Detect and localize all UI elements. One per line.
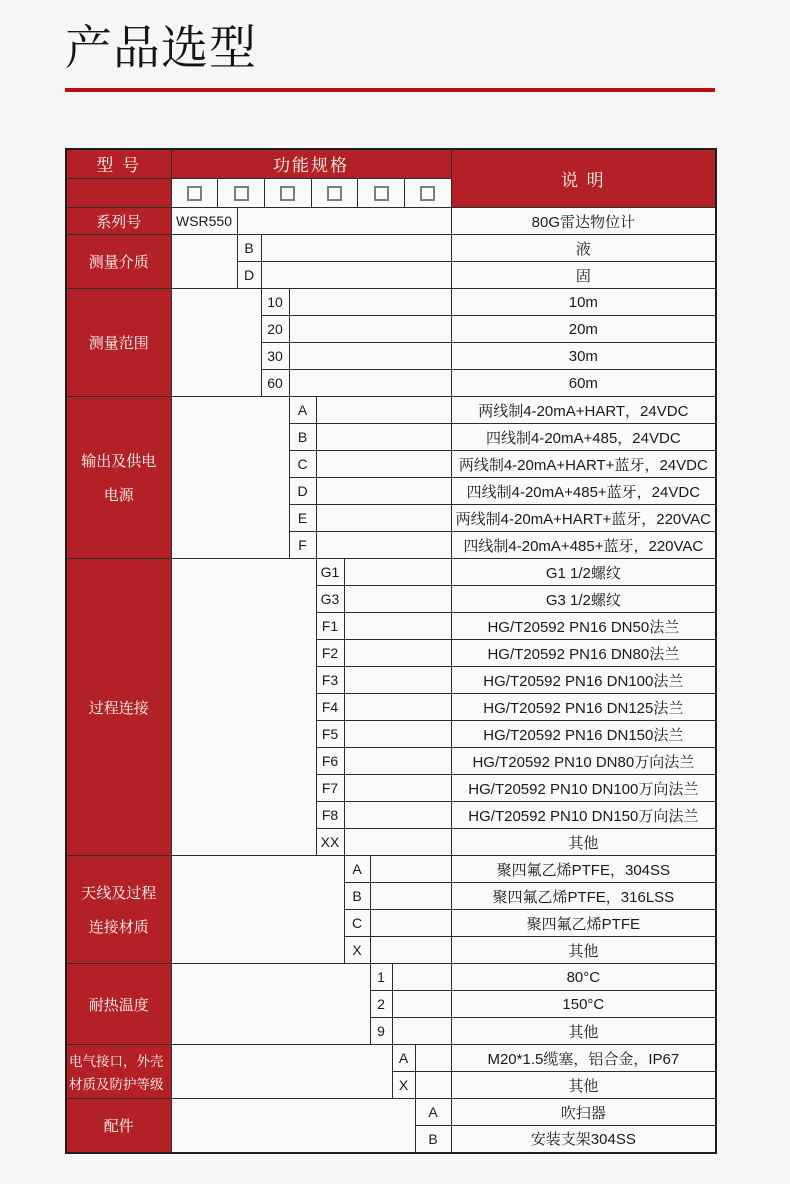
- desc-cell: 四线制4-20mA+485+蓝牙，24VDC: [451, 478, 716, 505]
- desc-cell: 80G雷达物位计: [451, 208, 716, 235]
- product-selection-table: [65, 148, 717, 1154]
- desc-cell: HG/T20592 PN16 DN80法兰: [451, 640, 716, 667]
- desc-cell: 150°C: [451, 991, 716, 1018]
- code-cell: 30: [261, 343, 289, 370]
- table-row: [66, 1099, 716, 1126]
- section-label: [66, 856, 171, 964]
- desc-cell: 20m: [451, 316, 716, 343]
- desc-cell: 吹扫器: [451, 1099, 716, 1126]
- section-label-line: 连接材质: [88, 919, 149, 937]
- section-label: [66, 1099, 171, 1153]
- desc-cell: 安装支架304SS: [451, 1126, 716, 1153]
- spec-spacer: [392, 964, 451, 991]
- spec-spacer: [370, 937, 451, 964]
- spec-spacer: [261, 262, 451, 289]
- checkbox-square-icon[interactable]: [234, 186, 249, 201]
- code-cell: 10: [261, 289, 289, 316]
- code-cell: B: [289, 424, 316, 451]
- desc-cell: 30m: [451, 343, 716, 370]
- code-cell: F5: [316, 721, 344, 748]
- code-cell: 2: [370, 991, 392, 1018]
- page-title: 产品选型: [65, 21, 257, 74]
- spec-spacer: [415, 1072, 451, 1099]
- code-cell: D: [237, 262, 261, 289]
- spec-spacer: [316, 505, 451, 532]
- desc-cell: HG/T20592 PN16 DN125法兰: [451, 694, 716, 721]
- section-label: [66, 208, 171, 235]
- desc-cell: 其他: [451, 1072, 716, 1099]
- spec-spacer: [171, 1099, 415, 1153]
- checkbox-row-cell: [171, 179, 451, 208]
- code-cell: C: [289, 451, 316, 478]
- code-cell: A: [415, 1099, 451, 1126]
- spec-spacer: [316, 397, 451, 424]
- code-cell: F7: [316, 775, 344, 802]
- spec-spacer: [344, 559, 451, 586]
- spec-spacer: [171, 559, 316, 856]
- section-label-line: 耐热温度: [88, 996, 149, 1014]
- desc-cell: HG/T20592 PN16 DN150法兰: [451, 721, 716, 748]
- section-label-line: 系列号: [96, 213, 142, 231]
- header-spec: 功能规格: [171, 149, 451, 179]
- spec-spacer: [370, 883, 451, 910]
- section-label: [66, 964, 171, 1045]
- table-row: [66, 289, 716, 316]
- desc-cell: 固: [451, 262, 716, 289]
- desc-cell: G1 1/2螺纹: [451, 559, 716, 586]
- header-desc: 说 明: [451, 149, 716, 208]
- code-cell: 1: [370, 964, 392, 991]
- spec-spacer: [344, 640, 451, 667]
- code-cell: F2: [316, 640, 344, 667]
- code-cell: XX: [316, 829, 344, 856]
- code-cell: E: [289, 505, 316, 532]
- spec-spacer: [171, 964, 370, 1045]
- spec-spacer: [289, 316, 451, 343]
- code-cell: G3: [316, 586, 344, 613]
- code-cell: A: [344, 856, 370, 883]
- table-row: [66, 856, 716, 883]
- title-underline: [65, 88, 715, 92]
- section-label: [66, 235, 171, 289]
- spec-spacer: [344, 613, 451, 640]
- section-label-line: 输出及供电: [81, 453, 157, 471]
- desc-cell: 60m: [451, 370, 716, 397]
- desc-cell: 其他: [451, 1018, 716, 1045]
- desc-cell: G3 1/2螺纹: [451, 586, 716, 613]
- spec-spacer: [344, 721, 451, 748]
- desc-cell: 聚四氟乙烯PTFE，304SS: [451, 856, 716, 883]
- checkbox-cell: [172, 179, 219, 207]
- code-cell: D: [289, 478, 316, 505]
- desc-cell: HG/T20592 PN10 DN80万向法兰: [451, 748, 716, 775]
- code-cell: F4: [316, 694, 344, 721]
- spec-spacer: [171, 289, 261, 397]
- spec-spacer: [344, 829, 451, 856]
- spec-spacer: [289, 370, 451, 397]
- desc-cell: HG/T20592 PN10 DN150万向法兰: [451, 802, 716, 829]
- desc-cell: 两线制4-20mA+HART+蓝牙，220VAC: [451, 505, 716, 532]
- desc-cell: 两线制4-20mA+HART+蓝牙，24VDC: [451, 451, 716, 478]
- desc-cell: M20*1.5缆塞，铝合金，IP67: [451, 1045, 716, 1072]
- code-cell: 60: [261, 370, 289, 397]
- section-label-line: 材质及防护等级: [69, 1077, 164, 1093]
- code-cell: F8: [316, 802, 344, 829]
- checkbox-square-icon[interactable]: [420, 186, 435, 201]
- checkbox-cell: [218, 179, 265, 207]
- spec-spacer: [344, 586, 451, 613]
- section-label: [66, 397, 171, 559]
- spec-spacer: [392, 1018, 451, 1045]
- checkbox-square-icon[interactable]: [280, 186, 295, 201]
- table-header-body: [66, 149, 716, 208]
- table-row: [66, 208, 716, 235]
- section-label-line: 过程连接: [88, 699, 149, 717]
- section-label-line: 电源: [103, 487, 134, 505]
- spec-spacer: [415, 1045, 451, 1072]
- spec-spacer: [261, 235, 451, 262]
- table-row: [66, 1045, 716, 1072]
- spec-spacer: [289, 289, 451, 316]
- code-cell: A: [289, 397, 316, 424]
- code-cell: F6: [316, 748, 344, 775]
- spec-spacer: [392, 991, 451, 1018]
- spec-spacer: [316, 532, 451, 559]
- checkbox-square-icon[interactable]: [327, 186, 342, 201]
- spec-spacer: [370, 910, 451, 937]
- code-cell: F: [289, 532, 316, 559]
- spec-spacer: [171, 1045, 392, 1099]
- spec-spacer: [344, 802, 451, 829]
- spec-spacer: [370, 856, 451, 883]
- header-model: 型 号: [66, 149, 171, 179]
- desc-cell: HG/T20592 PN16 DN100法兰: [451, 667, 716, 694]
- checkbox-strip: [172, 179, 451, 207]
- checkbox-square-icon[interactable]: [374, 186, 389, 201]
- header-row: [66, 149, 716, 179]
- desc-cell: HG/T20592 PN16 DN50法兰: [451, 613, 716, 640]
- code-cell: A: [392, 1045, 415, 1072]
- checkbox-cell: [265, 179, 312, 207]
- section-label: [66, 559, 171, 856]
- section-label-line: 配件: [103, 1117, 134, 1135]
- checkbox-cell: [312, 179, 359, 207]
- code-cell: C: [344, 910, 370, 937]
- desc-cell: 其他: [451, 937, 716, 964]
- code-cell: F3: [316, 667, 344, 694]
- code-cell: G1: [316, 559, 344, 586]
- spec-spacer: [171, 856, 344, 964]
- table-body: [66, 208, 716, 1153]
- code-cell: X: [392, 1072, 415, 1099]
- spec-spacer: [171, 397, 289, 559]
- desc-cell: 10m: [451, 289, 716, 316]
- code-cell: B: [415, 1126, 451, 1153]
- desc-cell: 80°C: [451, 964, 716, 991]
- spec-spacer: [344, 694, 451, 721]
- spec-spacer: [344, 775, 451, 802]
- section-label-line: 测量介质: [88, 254, 149, 272]
- desc-cell: 四线制4-20mA+485+蓝牙，220VAC: [451, 532, 716, 559]
- code-cell: B: [237, 235, 261, 262]
- spec-spacer: [316, 451, 451, 478]
- spec-spacer: [316, 424, 451, 451]
- code-cell: X: [344, 937, 370, 964]
- code-cell: 9: [370, 1018, 392, 1045]
- desc-cell: 其他: [451, 829, 716, 856]
- desc-cell: 聚四氟乙烯PTFE，316LSS: [451, 883, 716, 910]
- spec-spacer: [289, 343, 451, 370]
- section-label-line: 天线及过程: [81, 885, 157, 903]
- header-model-blank: [66, 179, 171, 208]
- desc-cell: 两线制4-20mA+HART，24VDC: [451, 397, 716, 424]
- code-cell: WSR550: [171, 208, 237, 235]
- section-label-line: 电气接口，外壳: [69, 1054, 164, 1070]
- section-label: [66, 289, 171, 397]
- checkbox-cell: [405, 179, 451, 207]
- code-cell: B: [344, 883, 370, 910]
- table-row: [66, 559, 716, 586]
- spec-spacer: [316, 478, 451, 505]
- code-cell: F1: [316, 613, 344, 640]
- spec-spacer: [237, 208, 451, 235]
- checkbox-square-icon[interactable]: [187, 186, 202, 201]
- section-label-line: 测量范围: [88, 335, 149, 353]
- table-row: [66, 235, 716, 262]
- table-row: [66, 397, 716, 424]
- code-cell: 20: [261, 316, 289, 343]
- desc-cell: 四线制4-20mA+485，24VDC: [451, 424, 716, 451]
- desc-cell: HG/T20592 PN10 DN100万向法兰: [451, 775, 716, 802]
- desc-cell: 聚四氟乙烯PTFE: [451, 910, 716, 937]
- desc-cell: 液: [451, 235, 716, 262]
- spec-spacer: [344, 667, 451, 694]
- table-row: [66, 964, 716, 991]
- spec-spacer: [344, 748, 451, 775]
- checkbox-cell: [358, 179, 405, 207]
- section-label: [66, 1045, 171, 1099]
- spec-spacer: [171, 235, 237, 289]
